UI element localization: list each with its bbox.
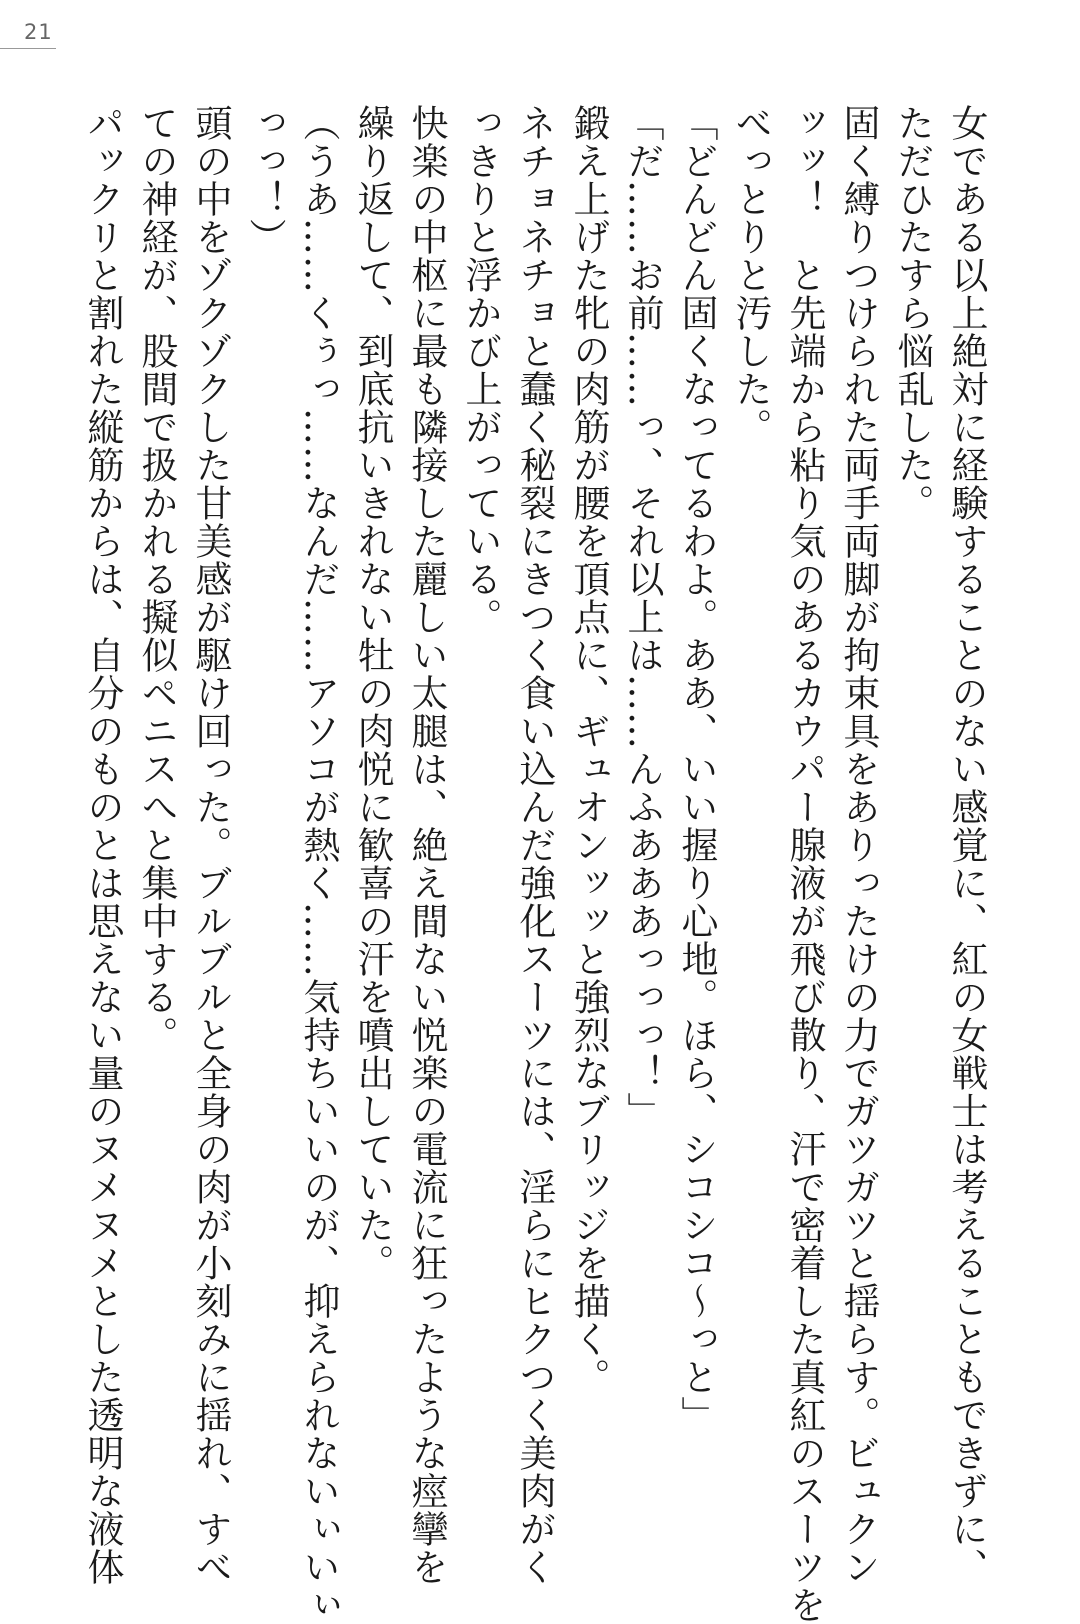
text-line-7: 「だ……お前……っ、それ以上は……んふあああっっっ！」 [621,104,664,1130]
text-line-11: 快楽の中枢に最も隣接した麗しい太腿は、絶え間ない悦楽の電流に狂ったような痙攣を [405,104,448,1586]
page-number-rule [0,48,56,49]
text-line-5: べっとりと汚した。 [729,104,772,446]
text-line-8: 鍛え上げた牝の肉筋が腰を頂点に、ギュオンッッと強烈なブリッジを描く。 [567,104,610,1396]
text-line-16: ての神経が、股間で扱かれる擬似ペニスへと集中する。 [135,104,178,1054]
text-line-17: パックリと割れた縦筋からは、自分のものとは思えない量のヌメヌメとした透明な液体 [81,104,124,1586]
text-line-2: ただひたすら悩乱した。 [891,104,934,522]
text-line-6: 「どんどん固くなってるわよ。ああ、いい握り心地。ほら、シコシコ〜っと」 [675,104,718,1434]
text-line-12: 繰り返して、到底抗いきれない牡の肉悦に歓喜の汗を噴出していた。 [351,104,394,1282]
text-line-13: （うあ……くぅっ……なんだ……アソコが熱く……気持ちいいのが、抑えられないぃいぃ [297,104,340,1624]
text-line-3: 固く縛りつけられた両手両脚が拘束具をありったけの力でガツガツと揺らす。ビュクン [837,104,880,1586]
body-text [81,104,988,1624]
text-line-1: 女である以上絶対に経験することのない感覚に、紅の女戦士は考えることもできずに、 [945,104,988,1586]
text-line-10: っきりと浮かび上がっている。 [459,104,502,636]
text-line-14: っっ！） [243,104,286,256]
text-line-4: ッッ！ と先端から粘り気のあるカウパー腺液が飛び散り、汗で密着した真紅のスーツを [783,104,826,1624]
page-number: 21 [24,20,53,44]
text-line-9: ネチョネチョと蠢く秘裂にきつく食い込んだ強化スーツには、淫らにヒクつく美肉がく [513,104,556,1586]
text-line-15: 頭の中をゾクゾクした甘美感が駆け回った。ブルブルと全身の肉が小刻みに揺れ、すべ [189,104,232,1586]
